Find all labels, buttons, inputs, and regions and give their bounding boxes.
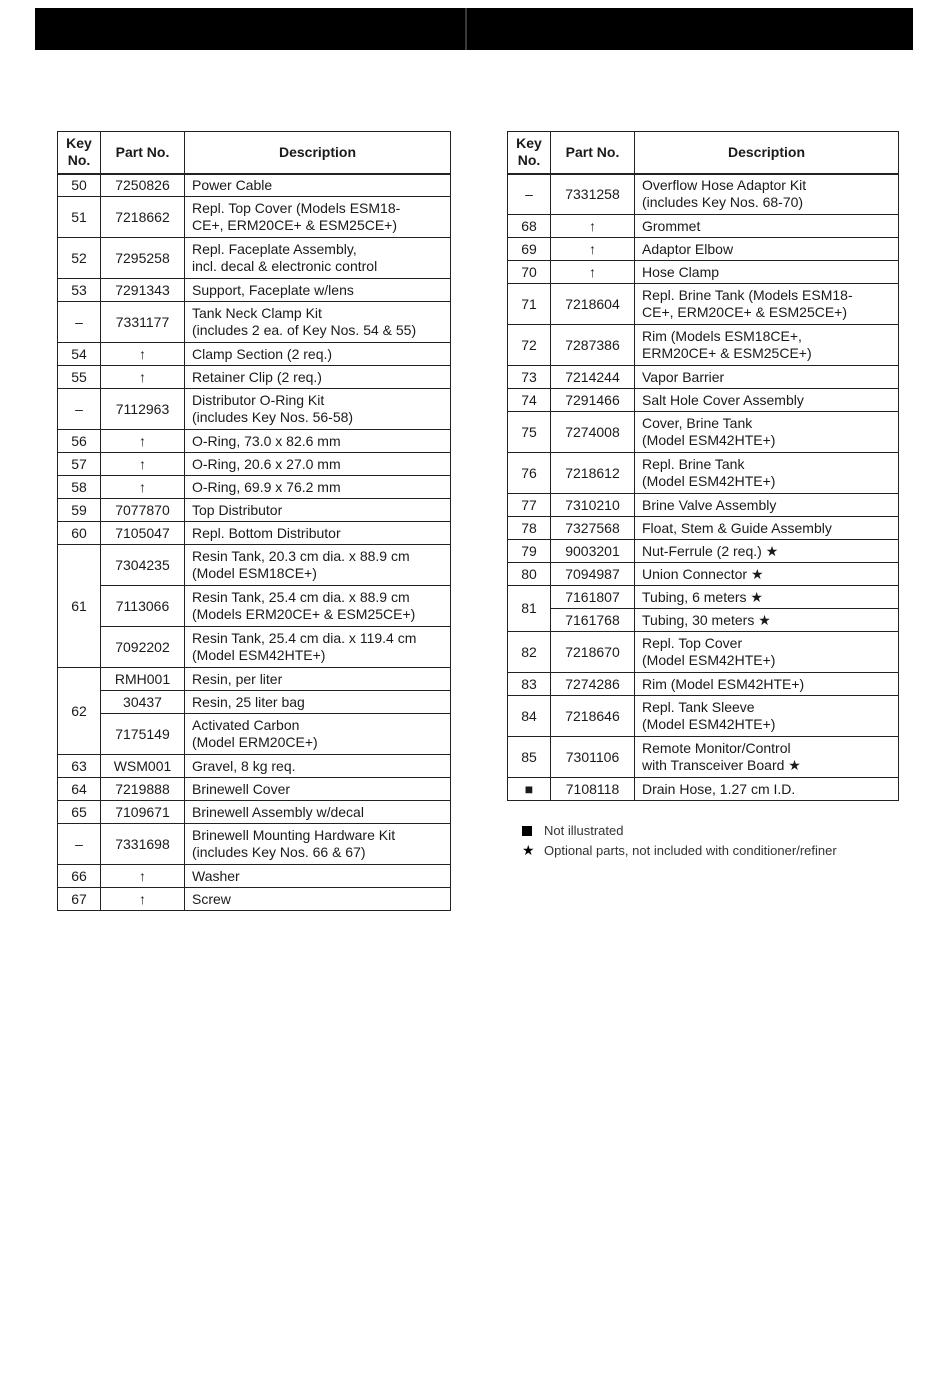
description-cell: Repl. Top Cover (Model ESM42HTE+) (635, 632, 899, 673)
description-cell: Brine Valve Assembly (635, 494, 899, 517)
part-no-cell: 7331698 (101, 824, 185, 865)
description-cell: Vapor Barrier (635, 366, 899, 389)
key-no-cell: 73 (508, 366, 551, 389)
description-cell: Retainer Clip (2 req.) (185, 366, 451, 389)
key-no-cell: 83 (508, 673, 551, 696)
part-no-cell: 30437 (101, 691, 185, 714)
table-row (58, 778, 451, 801)
part-no-cell: ↑ (101, 343, 185, 366)
description-cell: Distributor O-Ring Kit (includes Key Nos. 56-58) (185, 389, 451, 430)
table-row (508, 540, 899, 563)
description-cell: Overflow Hose Adaptor Kit (includes Key Nos. 68-70) (635, 174, 899, 215)
table-row (508, 453, 899, 494)
part-no-cell: 7214244 (551, 366, 635, 389)
description-cell: Resin Tank, 25.4 cm dia. x 119.4 cm (Model ESM42HTE+) (185, 627, 451, 668)
key-no-cell: 61 (58, 545, 101, 668)
key-no-cell: 60 (58, 522, 101, 545)
part-no-cell: 7218646 (551, 696, 635, 737)
description-header: Description (185, 132, 451, 174)
table-row (58, 302, 451, 343)
legend-not-illustrated-text: Not illustrated (544, 822, 624, 838)
table-row (58, 824, 451, 865)
table-row (508, 586, 899, 609)
table-row (508, 673, 899, 696)
part-no-cell: 7108118 (551, 778, 635, 801)
table-row (58, 343, 451, 366)
part-no-cell: ↑ (101, 865, 185, 888)
table-row (58, 714, 451, 755)
part-no-cell: 7301106 (551, 737, 635, 778)
part-no-cell: 7331177 (101, 302, 185, 343)
part-no-cell: ↑ (551, 238, 635, 261)
key-no-cell: 68 (508, 215, 551, 238)
part-no-cell: 7109671 (101, 801, 185, 824)
table-row (58, 801, 451, 824)
key-no-cell: 50 (58, 174, 101, 197)
part-no-cell: 7327568 (551, 517, 635, 540)
key-no-cell: 77 (508, 494, 551, 517)
table-row (508, 325, 899, 366)
table-row (508, 389, 899, 412)
table-row (508, 517, 899, 540)
part-no-header: Part No. (551, 132, 635, 174)
table-row (58, 238, 451, 279)
part-no-cell: 7077870 (101, 499, 185, 522)
description-cell: Repl. Brine Tank (Models ESM18- CE+, ERM20CE+ & ESM25CE+) (635, 284, 899, 325)
description-cell: Rim (Model ESM42HTE+) (635, 673, 899, 696)
table-row (508, 215, 899, 238)
description-cell: Grommet (635, 215, 899, 238)
description-cell: Adaptor Elbow (635, 238, 899, 261)
table-header-row (58, 132, 451, 174)
description-cell: Repl. Bottom Distributor (185, 522, 451, 545)
key-no-cell: 56 (58, 430, 101, 453)
key-no-header: Key No. (58, 132, 101, 174)
key-no-cell: 72 (508, 325, 551, 366)
part-no-cell: ↑ (101, 888, 185, 911)
key-no-cell: 63 (58, 755, 101, 778)
description-cell: Resin, 25 liter bag (185, 691, 451, 714)
table-row (508, 261, 899, 284)
description-cell: Remote Monitor/Control with Transceiver Board ★ (635, 737, 899, 778)
description-cell: Washer (185, 865, 451, 888)
key-no-cell: – (508, 174, 551, 215)
description-cell: Hose Clamp (635, 261, 899, 284)
part-no-cell: WSM001 (101, 755, 185, 778)
key-no-cell: 58 (58, 476, 101, 499)
description-cell: Repl. Brine Tank (Model ESM42HTE+) (635, 453, 899, 494)
key-no-cell: 66 (58, 865, 101, 888)
key-no-cell: ■ (508, 778, 551, 801)
part-no-cell: ↑ (101, 453, 185, 476)
description-cell: Rim (Models ESM18CE+, ERM20CE+ & ESM25CE+) (635, 325, 899, 366)
table-row (508, 284, 899, 325)
key-no-cell: 54 (58, 343, 101, 366)
description-cell: Clamp Section (2 req.) (185, 343, 451, 366)
table-row (58, 627, 451, 668)
description-cell: Brinewell Cover (185, 778, 451, 801)
part-no-cell: 7291466 (551, 389, 635, 412)
table-header-row (508, 132, 899, 174)
key-no-cell: – (58, 824, 101, 865)
key-no-cell: 51 (58, 197, 101, 238)
description-cell: Repl. Top Cover (Models ESM18- CE+, ERM20CE+ & ESM25CE+) (185, 197, 451, 238)
description-cell: Resin Tank, 20.3 cm dia. x 88.9 cm (Model ESM18CE+) (185, 545, 451, 586)
legend (522, 820, 837, 860)
table-row (58, 279, 451, 302)
part-no-cell: 7092202 (101, 627, 185, 668)
key-no-cell: 53 (58, 279, 101, 302)
key-no-cell: 69 (508, 238, 551, 261)
table-row (58, 430, 451, 453)
part-no-cell: 7094987 (551, 563, 635, 586)
key-no-cell: – (58, 302, 101, 343)
key-no-cell: 64 (58, 778, 101, 801)
description-cell: O-Ring, 69.9 x 76.2 mm (185, 476, 451, 499)
description-cell: Tubing, 30 meters ★ (635, 609, 899, 632)
description-cell: Nut-Ferrule (2 req.) ★ (635, 540, 899, 563)
part-no-cell: 7295258 (101, 238, 185, 279)
description-cell: Brinewell Assembly w/decal (185, 801, 451, 824)
description-cell: Brinewell Mounting Hardware Kit (includes Key Nos. 66 & 67) (185, 824, 451, 865)
part-no-cell: RMH001 (101, 668, 185, 691)
part-no-cell: ↑ (101, 430, 185, 453)
table-row (58, 453, 451, 476)
description-cell: Top Distributor (185, 499, 451, 522)
description-cell: O-Ring, 20.6 x 27.0 mm (185, 453, 451, 476)
table-row (508, 494, 899, 517)
table-row (58, 389, 451, 430)
table-row (58, 366, 451, 389)
part-no-cell: 7304235 (101, 545, 185, 586)
table-row (58, 755, 451, 778)
table-row (508, 778, 899, 801)
part-no-cell: 7113066 (101, 586, 185, 627)
table-row (508, 412, 899, 453)
part-no-cell: 7161768 (551, 609, 635, 632)
key-no-cell: 78 (508, 517, 551, 540)
part-no-cell: 7105047 (101, 522, 185, 545)
key-no-cell: 62 (58, 668, 101, 755)
description-cell: Union Connector ★ (635, 563, 899, 586)
table-row (508, 563, 899, 586)
table-row (58, 499, 451, 522)
table-row (58, 197, 451, 238)
header-bar-left (35, 8, 467, 50)
key-no-header: Key No. (508, 132, 551, 174)
key-no-cell: 81 (508, 586, 551, 632)
key-no-cell: 71 (508, 284, 551, 325)
description-cell: Cover, Brine Tank (Model ESM42HTE+) (635, 412, 899, 453)
table-row (508, 609, 899, 632)
key-no-cell: – (58, 389, 101, 430)
description-cell: Gravel, 8 kg req. (185, 755, 451, 778)
part-no-cell: ↑ (551, 261, 635, 284)
description-cell: Support, Faceplate w/lens (185, 279, 451, 302)
table-row (508, 696, 899, 737)
key-no-cell: 67 (58, 888, 101, 911)
description-cell: Tank Neck Clamp Kit (includes 2 ea. of Key Nos. 54 & 55) (185, 302, 451, 343)
key-no-cell: 85 (508, 737, 551, 778)
key-no-cell: 75 (508, 412, 551, 453)
description-cell: Power Cable (185, 174, 451, 197)
part-no-cell: ↑ (551, 215, 635, 238)
key-no-cell: 76 (508, 453, 551, 494)
description-cell: Repl. Faceplate Assembly, incl. decal & electronic control (185, 238, 451, 279)
part-no-cell: 7310210 (551, 494, 635, 517)
square-icon (522, 822, 544, 838)
key-no-cell: 74 (508, 389, 551, 412)
header-bar (35, 8, 913, 50)
part-no-cell: 7218670 (551, 632, 635, 673)
part-no-cell: ↑ (101, 366, 185, 389)
description-cell: Float, Stem & Guide Assembly (635, 517, 899, 540)
legend-optional (522, 840, 837, 860)
part-no-cell: 7274008 (551, 412, 635, 453)
table-row (58, 668, 451, 691)
star-icon: ★ (522, 841, 535, 858)
table-row (508, 737, 899, 778)
description-cell: Tubing, 6 meters ★ (635, 586, 899, 609)
part-no-cell: 7218612 (551, 453, 635, 494)
part-no-cell: 7112963 (101, 389, 185, 430)
part-no-cell: 7161807 (551, 586, 635, 609)
description-cell: Resin Tank, 25.4 cm dia. x 88.9 cm (Models ERM20CE+ & ESM25CE+) (185, 586, 451, 627)
table-row (508, 632, 899, 673)
description-cell: Drain Hose, 1.27 cm I.D. (635, 778, 899, 801)
key-no-cell: 57 (58, 453, 101, 476)
key-no-cell: 80 (508, 563, 551, 586)
legend-optional-text: Optional parts, not included with conditioner/refiner (544, 842, 837, 858)
part-no-header: Part No. (101, 132, 185, 174)
description-cell: O-Ring, 73.0 x 82.6 mm (185, 430, 451, 453)
description-cell: Activated Carbon (Model ERM20CE+) (185, 714, 451, 755)
key-no-cell: 55 (58, 366, 101, 389)
legend-not-illustrated (522, 820, 837, 840)
table-row (58, 545, 451, 586)
part-no-cell: 7175149 (101, 714, 185, 755)
table-row (58, 691, 451, 714)
key-no-cell: 82 (508, 632, 551, 673)
part-no-cell: 7219888 (101, 778, 185, 801)
part-no-cell: 7218662 (101, 197, 185, 238)
part-no-cell: 7287386 (551, 325, 635, 366)
description-cell: Salt Hole Cover Assembly (635, 389, 899, 412)
part-no-cell: 7274286 (551, 673, 635, 696)
key-no-cell: 65 (58, 801, 101, 824)
table-row (58, 888, 451, 911)
table-row (58, 865, 451, 888)
key-no-cell: 84 (508, 696, 551, 737)
description-cell: Resin, per liter (185, 668, 451, 691)
part-no-cell: 9003201 (551, 540, 635, 563)
part-no-cell: ↑ (101, 476, 185, 499)
parts-table-left (57, 131, 451, 911)
table-row (508, 366, 899, 389)
table-row (508, 174, 899, 215)
table-row (58, 522, 451, 545)
part-no-cell: 7331258 (551, 174, 635, 215)
table-row (58, 586, 451, 627)
part-no-cell: 7291343 (101, 279, 185, 302)
table-row (508, 238, 899, 261)
description-cell: Screw (185, 888, 451, 911)
key-no-cell: 70 (508, 261, 551, 284)
key-no-cell: 59 (58, 499, 101, 522)
key-no-cell: 52 (58, 238, 101, 279)
parts-table-right (507, 131, 899, 801)
part-no-cell: 7250826 (101, 174, 185, 197)
part-no-cell: 7218604 (551, 284, 635, 325)
description-header: Description (635, 132, 899, 174)
description-cell: Repl. Tank Sleeve (Model ESM42HTE+) (635, 696, 899, 737)
table-row (58, 174, 451, 197)
key-no-cell: 79 (508, 540, 551, 563)
header-bar-right (473, 8, 913, 50)
table-row (58, 476, 451, 499)
